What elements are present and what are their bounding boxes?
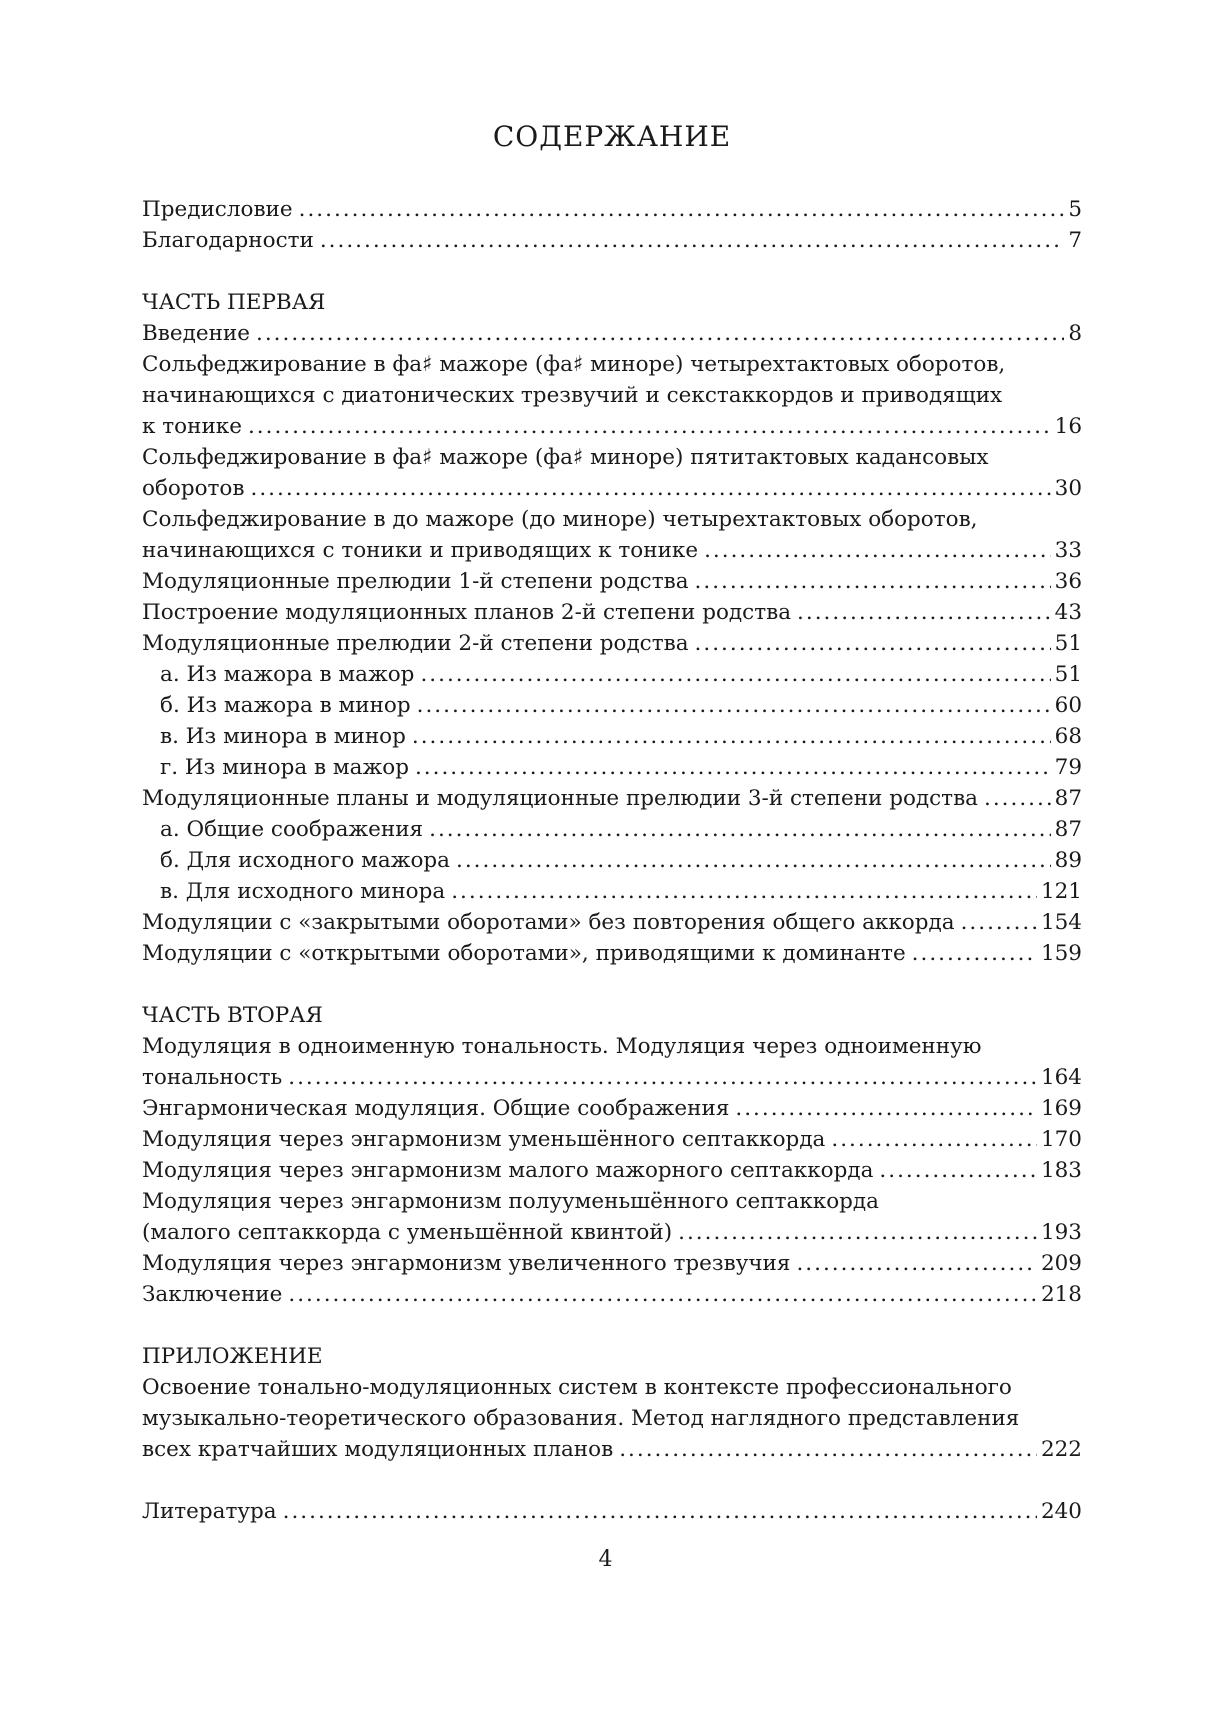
toc-entry-enharmonic-general — [142, 1093, 1082, 1124]
toc-entry-closed-turns — [142, 907, 1082, 938]
toc-entry-page: 60 — [1054, 693, 1082, 718]
toc-entry-title: г. Из минора в мажор — [160, 755, 409, 780]
toc-entry-solfeggio-f-sharp-four-bar — [142, 411, 1082, 442]
toc-entry-title: к тонике — [142, 414, 242, 439]
toc-entry-page: 8 — [1068, 321, 1082, 346]
toc-entry-page: 89 — [1054, 848, 1082, 873]
toc-entry-page: 43 — [1054, 600, 1082, 625]
toc-entry-augmented-triad — [142, 1248, 1082, 1279]
toc-entry-title: Модуляционные планы и модуляционные прелюдии 3-й степени родства — [142, 786, 978, 811]
dot-leader — [695, 566, 1051, 597]
toc-entry-solfeggio-c-four-bar — [142, 535, 1082, 566]
toc-entry-page: 36 — [1054, 569, 1082, 594]
toc-entry-conclusion — [142, 1279, 1082, 1310]
dot-leader — [320, 225, 1064, 256]
dot-leader — [429, 814, 1051, 845]
toc-entry-introduction — [142, 318, 1082, 349]
dot-leader — [961, 907, 1037, 938]
toc-entry-title: Благодарности — [142, 228, 314, 253]
table-of-contents — [142, 120, 1082, 1527]
toc-entry-line: Сольфеджирование в фа♯ мажоре (фа♯ миноре) пятитактовых кадансовых — [142, 445, 989, 470]
toc-subentry — [142, 690, 1082, 721]
dot-leader — [288, 1279, 1037, 1310]
toc-entry-acknowledgements — [142, 225, 1082, 256]
page-number: 4 — [598, 1547, 613, 1572]
toc-entry-page: 87 — [1054, 817, 1082, 842]
dot-leader — [735, 1093, 1037, 1124]
page-title: СОДЕРЖАНИЕ — [492, 120, 732, 153]
toc-entry-title: Энгармоническая модуляция. Общие соображения — [142, 1096, 730, 1121]
dot-leader — [456, 845, 1051, 876]
toc-entry-title: (малого септаккорда с уменьшённой квинтой) — [142, 1220, 673, 1245]
dot-leader — [299, 194, 1065, 225]
toc-subentry — [142, 752, 1082, 783]
dot-leader — [619, 1434, 1037, 1465]
part-one-heading: ЧАСТЬ ПЕРВАЯ — [142, 290, 326, 315]
dot-leader — [420, 659, 1050, 690]
toc-entry-page: 170 — [1040, 1127, 1082, 1152]
toc-entry-title: начинающихся с тоники и приводящих к тонике — [142, 538, 699, 563]
toc-entry-line: Сольфеджирование в фа♯ мажоре (фа♯ миноре) четырехтактовых оборотов, — [142, 352, 1006, 377]
toc-entry-page: 164 — [1040, 1065, 1082, 1090]
toc-entry-parallel-key-modulation — [142, 1062, 1082, 1093]
toc-entry-open-turns — [142, 938, 1082, 969]
dot-leader — [417, 690, 1051, 721]
toc-entry-preface — [142, 194, 1082, 225]
toc-entry-page: 16 — [1054, 414, 1082, 439]
dot-leader — [912, 938, 1037, 969]
toc-entry-page: 193 — [1040, 1220, 1082, 1245]
spacer — [142, 1465, 1082, 1496]
toc-entry-half-diminished-seventh — [142, 1217, 1082, 1248]
toc-entry-page: 5 — [1068, 197, 1082, 222]
toc-entry-title: Модуляционные прелюдии 1-й степени родства — [142, 569, 689, 594]
toc-entry-page: 183 — [1040, 1158, 1082, 1183]
dot-leader — [796, 1248, 1036, 1279]
part-two-heading: ЧАСТЬ ВТОРАЯ — [142, 1003, 323, 1028]
toc-entry-line: Модуляция в одноименную тональность. Модуляция через одноименную — [142, 1034, 982, 1059]
toc-entry-title: в. Для исходного минора — [160, 879, 446, 904]
toc-subentry — [142, 876, 1082, 907]
dot-leader — [250, 473, 1050, 504]
toc-entry-line: Модуляция через энгармонизм полууменьшённого септаккорда — [142, 1189, 879, 1214]
toc-subentry — [142, 845, 1082, 876]
toc-entry-solfeggio-f-sharp-five-bar — [142, 473, 1082, 504]
toc-entry-title: Заключение — [142, 1282, 283, 1307]
appendix-heading: ПРИЛОЖЕНИЕ — [142, 1344, 323, 1369]
dot-leader — [678, 1217, 1037, 1248]
toc-entry-page: 169 — [1040, 1096, 1082, 1121]
toc-entry-page: 30 — [1054, 476, 1082, 501]
toc-entry-diminished-seventh — [142, 1124, 1082, 1155]
toc-subentry — [142, 814, 1082, 845]
toc-entry-title: оборотов — [142, 476, 245, 501]
toc-entry-title: б. Из мажора в минор — [160, 693, 411, 718]
toc-entry-preludes-second-degree — [142, 628, 1082, 659]
dot-leader — [695, 628, 1051, 659]
toc-entry-title: Литература — [142, 1499, 277, 1524]
toc-entry-title: Модуляция через энгармонизм малого мажорного септаккорда — [142, 1158, 874, 1183]
toc-entry-title: тональность — [142, 1065, 283, 1090]
toc-subentry — [142, 659, 1082, 690]
toc-entry-title: а. Из мажора в мажор — [160, 662, 415, 687]
toc-entry-page: 121 — [1040, 879, 1082, 904]
dot-leader — [797, 597, 1051, 628]
toc-entry-title: Модуляционные прелюдии 2-й степени родства — [142, 631, 689, 656]
toc-entry-title: Построение модуляционных планов 2-й степени родства — [142, 600, 792, 625]
toc-entry-title: Модуляции с «закрытыми оборотами» без повторения общего аккорда — [142, 910, 955, 935]
toc-entry-title: Модуляции с «открытыми оборотами», приводящими к доминанте — [142, 941, 906, 966]
toc-entry-title: Предисловие — [142, 197, 293, 222]
toc-entry-page: 33 — [1054, 538, 1082, 563]
toc-entry-page: 7 — [1068, 228, 1082, 253]
toc-entry-page: 51 — [1054, 662, 1082, 687]
dot-leader — [984, 783, 1051, 814]
toc-entry-preludes-first-degree — [142, 566, 1082, 597]
toc-entry-line: Сольфеджирование в до мажоре (до миноре) четырехтактовых оборотов, — [142, 507, 978, 532]
toc-entry-plans-third-degree — [142, 783, 1082, 814]
dot-leader — [704, 535, 1051, 566]
dot-leader — [288, 1062, 1037, 1093]
toc-entry-appendix — [142, 1434, 1082, 1465]
toc-entry-page: 87 — [1054, 786, 1082, 811]
dot-leader — [415, 752, 1051, 783]
toc-entry-page: 68 — [1054, 724, 1082, 749]
toc-entry-plans-second-degree — [142, 597, 1082, 628]
toc-entry-title: Введение — [142, 321, 250, 346]
dot-leader — [256, 318, 1064, 349]
toc-entry-line: музыкально-теоретического образования. Метод наглядного представления — [142, 1406, 1020, 1431]
toc-entry-title: б. Для исходного мажора — [160, 848, 450, 873]
toc-entry-title: в. Из минора в минор — [160, 724, 406, 749]
toc-entry-literature — [142, 1496, 1082, 1527]
dot-leader — [879, 1155, 1037, 1186]
toc-entry-title: всех кратчайших модуляционных планов — [142, 1437, 614, 1462]
toc-entry-line: Освоение тонально-модуляционных систем в контексте профессионального — [142, 1375, 1012, 1400]
toc-entry-dominant-seventh — [142, 1155, 1082, 1186]
dot-leader — [283, 1496, 1037, 1527]
toc-entry-page: 209 — [1040, 1251, 1082, 1276]
toc-entry-page: 154 — [1040, 910, 1082, 935]
dot-leader — [451, 876, 1037, 907]
toc-entry-title: Модуляция через энгармонизм увеличенного трезвучия — [142, 1251, 791, 1276]
toc-entry-page: 79 — [1054, 755, 1082, 780]
toc-entry-page: 159 — [1040, 941, 1082, 966]
toc-entry-page: 218 — [1040, 1282, 1082, 1307]
toc-entry-line: начинающихся с диатонических трезвучий и секстаккордов и приводящих — [142, 383, 1003, 408]
toc-entry-page: 240 — [1040, 1499, 1082, 1524]
toc-subentry — [142, 721, 1082, 752]
toc-entry-title: Модуляция через энгармонизм уменьшённого септаккорда — [142, 1127, 826, 1152]
toc-entry-page: 222 — [1040, 1437, 1082, 1462]
dot-leader — [831, 1124, 1037, 1155]
dot-leader — [412, 721, 1051, 752]
toc-entry-title: а. Общие соображения — [160, 817, 424, 842]
dot-leader — [248, 411, 1051, 442]
toc-entry-page: 51 — [1054, 631, 1082, 656]
